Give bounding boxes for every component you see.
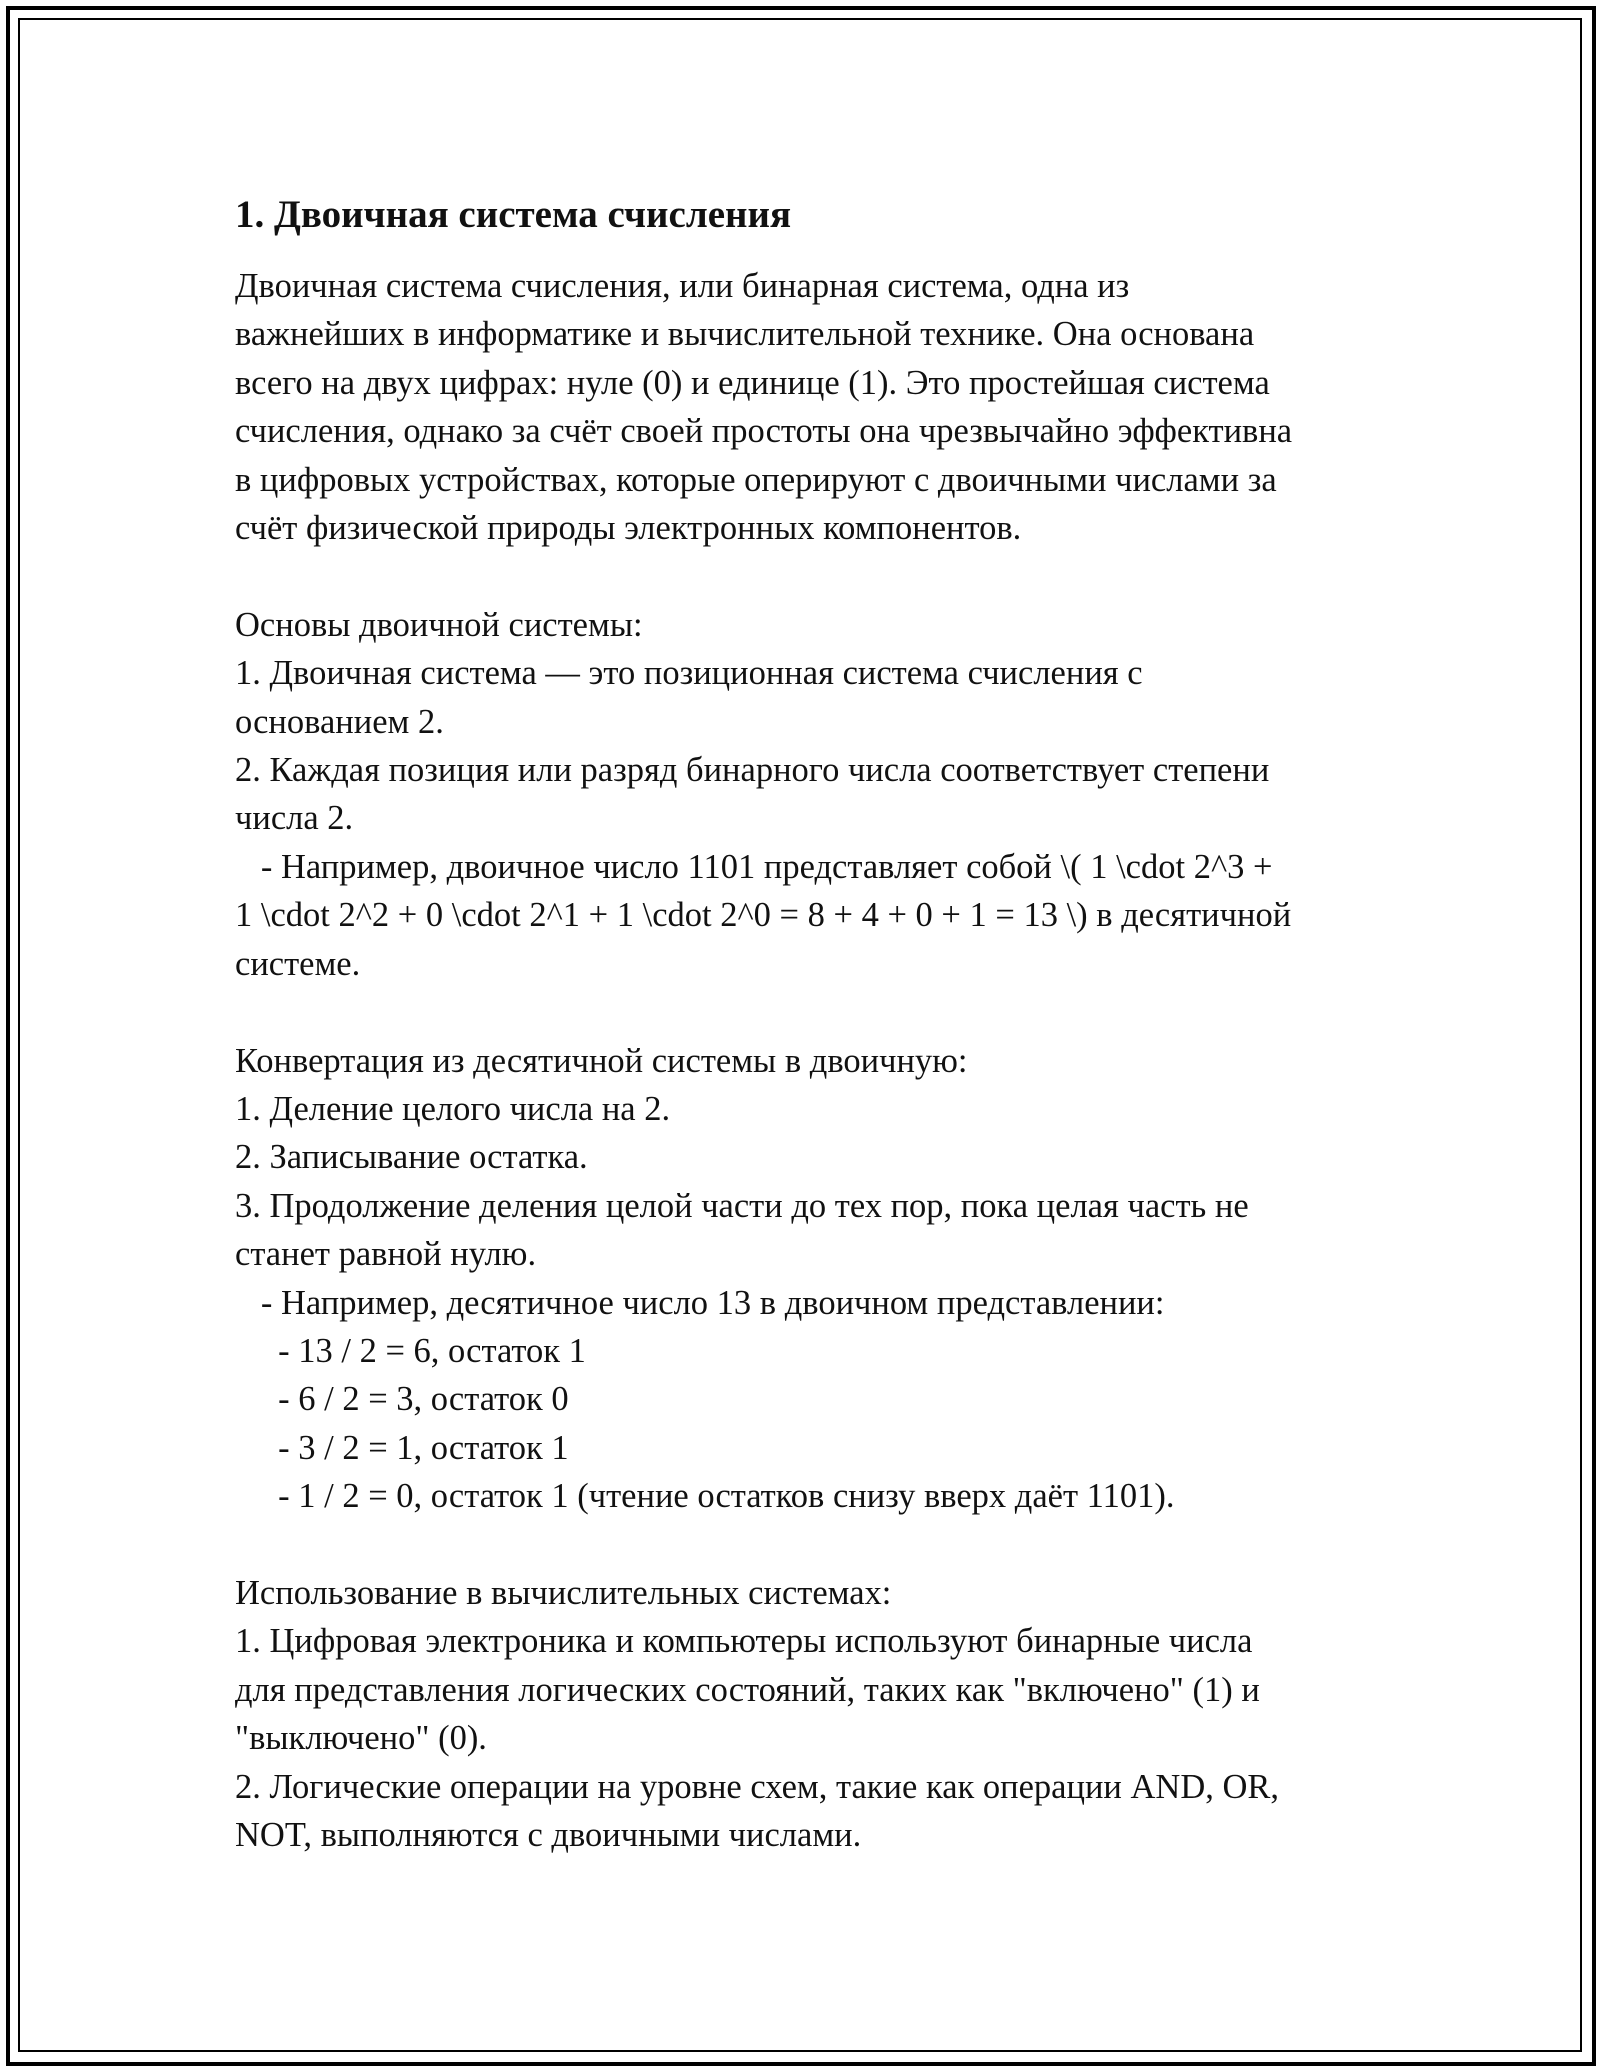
body-text: Двоичная система счисления, или бинарная система, одна из важнейших в информатике и вычислительной технике. Она основана всего на двух цифрах: нуле (0) и единице (1). Это простейшая система счисления, однако за счёт своей простоты она чрезвычайно эффективна в цифровых устройствах, которые оперируют с двоичными числами за счёт физической природы электронных компонентов. Основы двоичной системы: 1. Двоичная система — это позиционная система счисления с основанием 2. 2. Каждая позиция или разряд бинарного числа соответствует степени числа 2. - Например, двоичное число 1101 представляет собой \( 1 \cdot 2^3 + 1 \cdot 2^2 + 0 \cdot 2^1 + 1 \cdot 2^0 = 8 + 4 + 0 + 1 = 13 \) в десятичной системе. Конвертация из десятичной системы в двоичную: 1. Деление целого числа на 2. 2. Записывание остатка. 3. Продолжение деления целой части до тех пор, пока целая часть не станет равной нулю. - Например, десятичное число 13 в двоичном представлении: - 13 / 2 = 6, остаток 1 - 6 / 2 = 3, остаток 0 - 3 / 2 = 1, остаток 1 - 1 / 2 = 0, остаток 1 (чтение остатков снизу вверх даёт 1101). Использование в вычислительных системах: 1. Цифровая электроника и компьютеры используют бинарные числа для представления логических состояний, таких как "включено" (1) и "выключено" (0). 2. Логические операции на уровне схем, такие как операции AND, OR, NOT, выполняются с двоичными числами. xyxy=(235,267,1293,1854)
section-title: 1. Двоичная система счисления xyxy=(235,193,792,236)
document-content xyxy=(235,188,1385,1859)
